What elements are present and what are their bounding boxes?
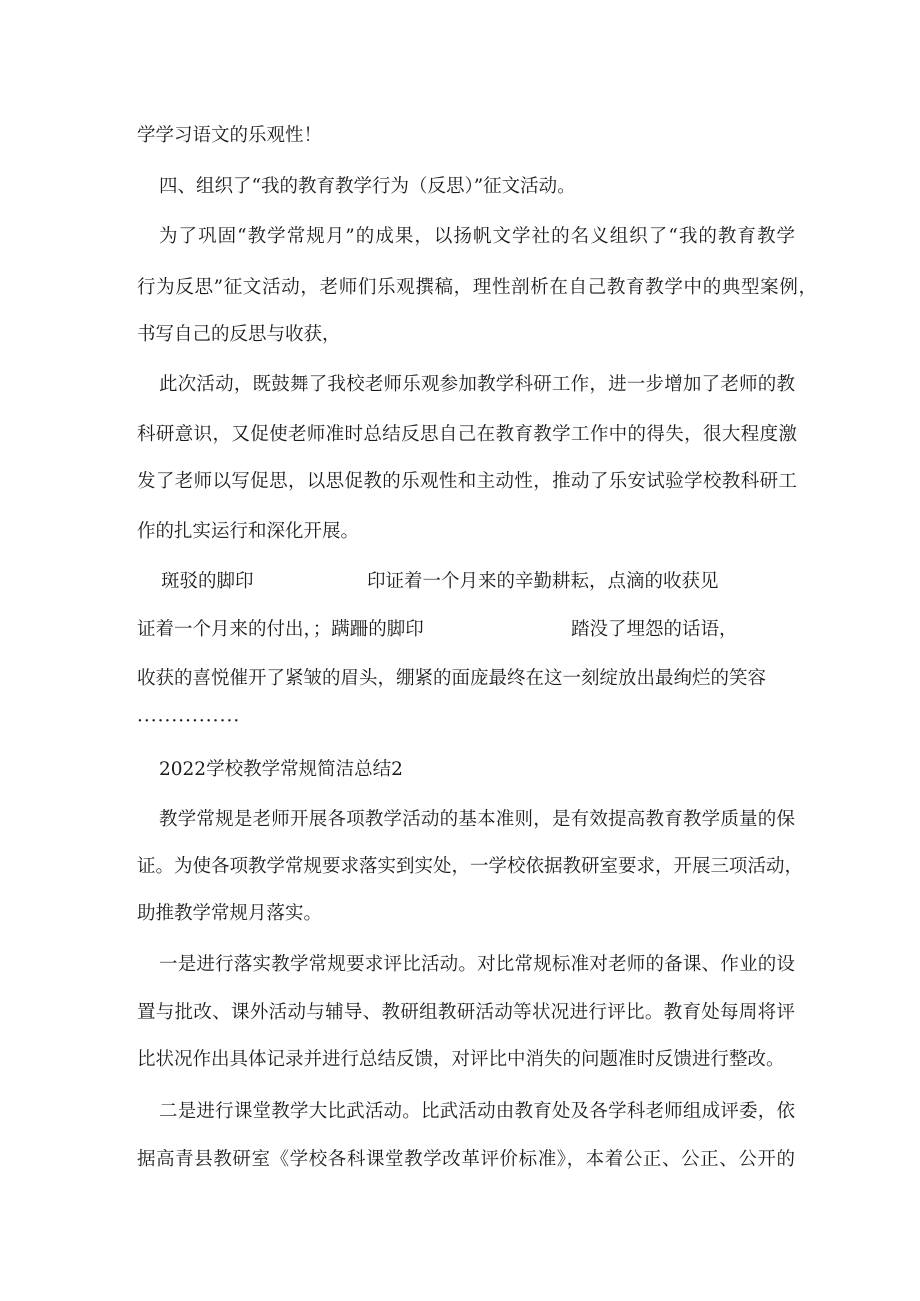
text-segment: 证着一个月来的付出，；蹒跚的脚印 — [137, 619, 424, 640]
text-line: 发了老师以写促思，以思促教的乐观性和主动性，推动了乐安试验学校教科研工 — [137, 471, 797, 492]
text-line: 助推教学常规月落实。 — [137, 903, 323, 924]
text-line: 学学习语文的乐观性！ — [137, 125, 323, 146]
text-segment: 踏没了埋怨的话语， — [571, 619, 738, 640]
text-line: 二是进行课堂教学大比武活动。比武活动由教育处及各学科老师组成评委，依 — [159, 1101, 795, 1122]
text-line: 作的扎实运行和深化开展。 — [137, 521, 360, 542]
text-segment: 斑驳的脚印 — [161, 571, 254, 592]
text-line: 收获的喜悦催开了紧皱的眉头，绷紧的面庞最终在这一刻绽放出最绚烂的笑容 — [137, 668, 767, 689]
text-line — [137, 618, 817, 642]
text-line: 为了巩固“教学常规月”的成果，以扬帆文学社的名义组织了“我的教育教学 — [159, 226, 795, 247]
text-line: 书写自己的反思与收获， — [137, 324, 341, 345]
section-heading: 四、组织了“我的教育教学行为（反思）”征文活动。 — [159, 176, 576, 197]
text-line: 一是进行落实教学常规要求评比活动。对比常规标准对老师的备课、作业的设 — [159, 954, 795, 975]
text-line: 教学常规是老师开展各项教学活动的基本准则，是有效提高教育教学质量的保 — [159, 809, 795, 830]
text-line — [137, 570, 817, 594]
text-line: 据高青县教研室《学校各科课堂教学改革评价标准》，本着公正、公正、公开的 — [137, 1149, 795, 1170]
text-segment: 印证着一个月来的辛勤耕耘，点滴的收获见 — [367, 571, 719, 592]
text-line: 证。为使各项教学常规要求落实到实处，一学校依据教研室要求，开展三项活动， — [137, 856, 804, 877]
text-line: 此次活动，既鼓舞了我校老师乐观参加教学科研工作，进一步增加了老师的教 — [159, 374, 795, 395]
text-line: 比状况作出具体记录并进行总结反馈，对评比中消失的问题准时反馈进行整改。 — [137, 1049, 785, 1070]
text-line: 行为反思”征文活动，老师们乐观撰稿，理性剖析在自己教育教学中的典型案例， — [137, 277, 817, 298]
text-line: 置与批改、课外活动与辅导、教研组教研活动等状况进行评比。教育处每周将评 — [137, 1002, 795, 1023]
section-heading: 2022学校教学常规简洁总结2 — [159, 759, 403, 780]
ellipsis-line: ··············· — [137, 711, 241, 732]
text-line: 科研意识，又促使老师准时总结反思自己在教育教学工作中的得失，很大程度激 — [137, 424, 797, 445]
